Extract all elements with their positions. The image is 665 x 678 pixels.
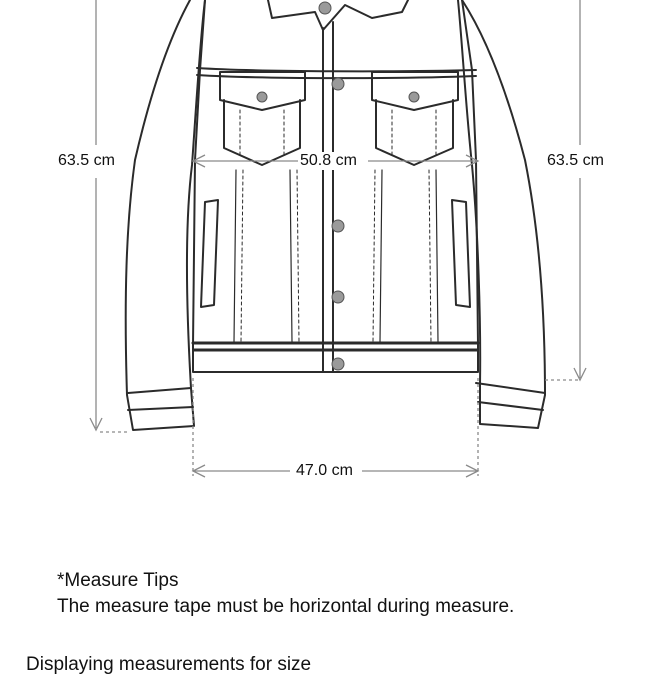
collar (268, 0, 408, 30)
measure-tips-body: The measure tape must be horizontal during measure. (57, 596, 515, 617)
sleeve-measurement-label: 63.5 cm (547, 152, 604, 169)
button-icon (332, 358, 344, 370)
left-cuff (128, 388, 193, 410)
right-welt-pocket (452, 200, 470, 307)
yoke-seam (197, 68, 476, 78)
hem-measurement-label: 47.0 cm (296, 462, 353, 479)
button-icon (332, 78, 344, 90)
waistband (193, 343, 478, 350)
length-measurement-label: 63.5 cm (58, 152, 115, 169)
measure-tips-heading: *Measure Tips (57, 570, 179, 591)
measure-tips (57, 568, 514, 620)
button-icon (319, 2, 331, 14)
left-welt-pocket (201, 200, 218, 307)
button-icon (409, 92, 419, 102)
chest-measurement-label: 50.8 cm (300, 152, 357, 169)
right-cuff (476, 383, 545, 410)
button-icon (332, 220, 344, 232)
placket (323, 22, 333, 372)
size-measurement-caption: Displaying measurements for size (26, 654, 312, 675)
button-icon (257, 92, 267, 102)
button-icon (332, 291, 344, 303)
